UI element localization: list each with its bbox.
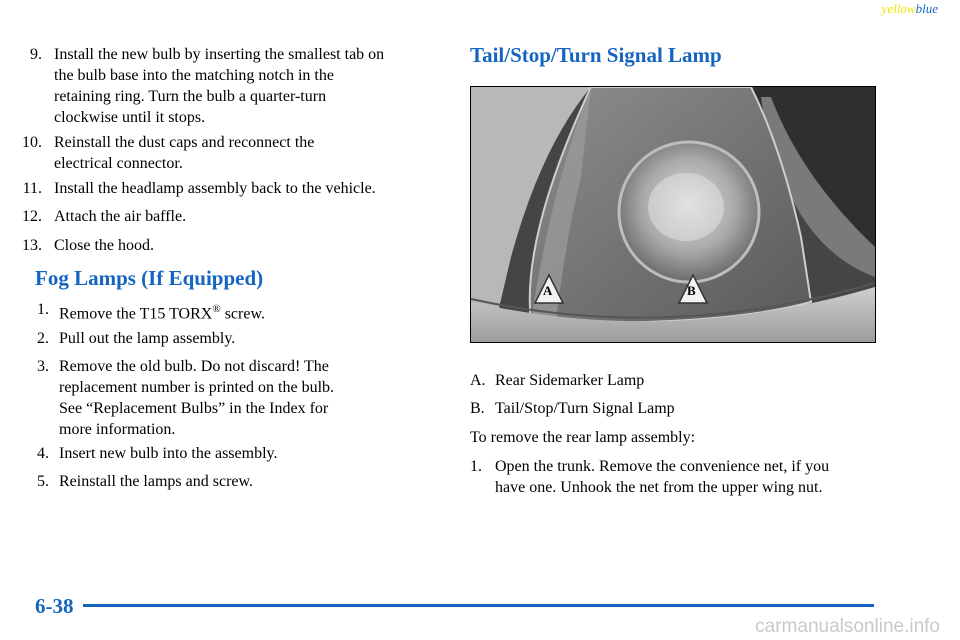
- fog-lamps-heading: Fog Lamps (If Equipped): [35, 266, 264, 290]
- item-number: 11.: [22, 180, 42, 197]
- page-number: 6-38: [35, 594, 74, 618]
- item-number: 2.: [37, 330, 49, 347]
- legend-text: Tail/Stop/Turn Signal Lamp: [495, 400, 675, 417]
- item-text: Install the new bulb by inserting the smallest tab on the bulb base into the matching notch in the retaining ring. Turn the bulb a quarter-turn clockwise until it stops.: [54, 46, 385, 126]
- item-text: Close the hood.: [54, 237, 154, 254]
- footer-watermark: carmanualsonline.info: [755, 616, 940, 637]
- corner-blue: blue: [915, 1, 938, 16]
- item-number: 1.: [470, 458, 482, 475]
- tail-lamp-illustration: [471, 87, 875, 342]
- item-text: Install the headlamp assembly back to the vehicle.: [54, 180, 376, 197]
- legend-key: A.: [470, 372, 486, 389]
- callout-a: A: [543, 283, 553, 298]
- item-text: [59, 299, 449, 324]
- item-number: 10.: [22, 134, 42, 151]
- item-number: 1.: [37, 301, 49, 318]
- registered-mark: ®: [212, 303, 221, 315]
- item-number: 9.: [30, 46, 42, 63]
- item-text: Open the trunk. Remove the convenience net, if you have one. Unhook the net from the upper wing nut.: [495, 458, 830, 496]
- item-number: 4.: [37, 445, 49, 462]
- item-number: 12.: [22, 208, 42, 225]
- item-text: Pull out the lamp assembly.: [59, 330, 236, 347]
- item-number: 3.: [37, 358, 49, 375]
- item-text-post: screw.: [220, 305, 265, 323]
- item-text: Remove the old bulb. Do not discard! The replacement number is printed on the bulb. See “Replacement Bulbs” in the Index for more information.: [59, 358, 335, 438]
- tail-lamp-photo: [470, 86, 876, 343]
- footer-rule: [83, 604, 874, 607]
- item-number: 13.: [22, 237, 42, 254]
- item-number: 5.: [37, 473, 49, 490]
- legend-key: B.: [470, 400, 485, 417]
- callout-b: B: [687, 283, 696, 298]
- item-text: Attach the air baffle.: [54, 208, 187, 225]
- remove-intro: To remove the rear lamp assembly:: [470, 429, 696, 446]
- item-text: Reinstall the dust caps and reconnect the electrical connector.: [54, 134, 315, 172]
- legend-text: Rear Sidemarker Lamp: [495, 372, 645, 389]
- item-text: Insert new bulb into the assembly.: [59, 445, 278, 462]
- item-text: Reinstall the lamps and screw.: [59, 473, 254, 490]
- item-text-pre: Remove the T15 TORX: [59, 305, 213, 323]
- corner-yellow: yellow: [881, 1, 916, 16]
- tail-lamp-heading: Tail/Stop/Turn Signal Lamp: [470, 43, 722, 67]
- corner-tag: [882, 1, 938, 17]
